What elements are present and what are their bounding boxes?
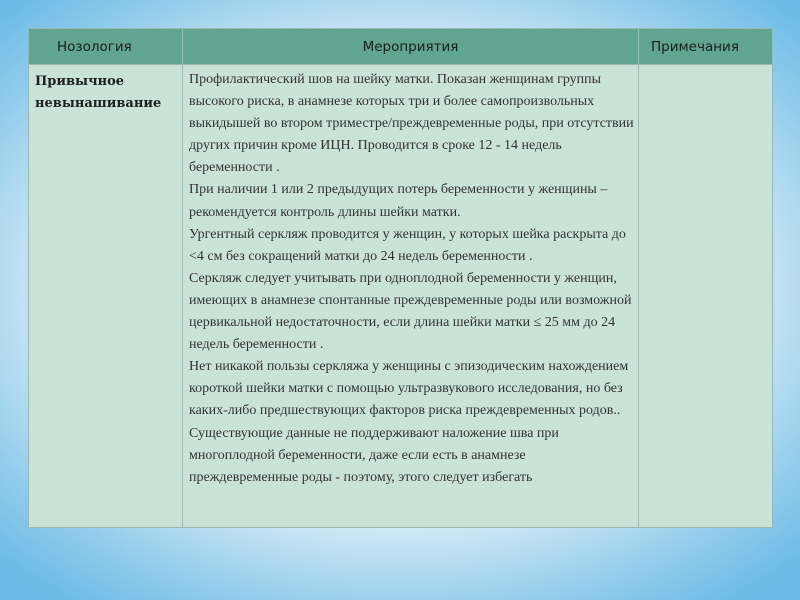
measures-text: Профилактический шов на шейку матки. Показан женщинам группы высокого риска, в анамнезе которых три и более самопроизвольных выкидышей во втором триместре/преждевременные роды, при отсутствии других причин кроме ИЦН. Проводится в сроке 12 - 14 недель беременности . При наличии 1 или 2 предыдущих потерь беременности у женщины – рекомендуется контроль длины шейки матки. Ургентный серкляж проводится у женщин, у которых шейка раскрыта до <4 см без сокращений матки до 24 недель беременности . Серкляж следует учитывать при одноплодной беременности у женщин, имеющих в анамнезе спонтанные преждевременные роды или возможной цервикальной недостаточности, если длина шейки матки ≤ 25 мм до 24 недель беременности . Нет никакой пользы серкляжа у женщины с эпизодическим нахождением короткой шейки матки с помощью ультразвукового исследования, но без каких-либо предшествующих факторов риска преждевременных родов.. Существующие данные не поддерживают наложение шва при многоплодной беременности, даже если есть в анамнезе преждевременные роды - поэтому, этого следует избегать bbox=[189, 72, 634, 485]
table-row bbox=[29, 65, 773, 528]
header-measures: Мероприятия bbox=[183, 29, 639, 65]
nosology-table bbox=[28, 28, 773, 528]
table-header-row bbox=[29, 29, 773, 65]
header-notes: Примечания bbox=[639, 29, 773, 65]
cell-nosology: Привычное невынашивание bbox=[29, 65, 183, 528]
cell-measures bbox=[183, 65, 639, 528]
header-nosology: Нозология bbox=[29, 29, 183, 65]
cell-notes bbox=[639, 65, 773, 528]
